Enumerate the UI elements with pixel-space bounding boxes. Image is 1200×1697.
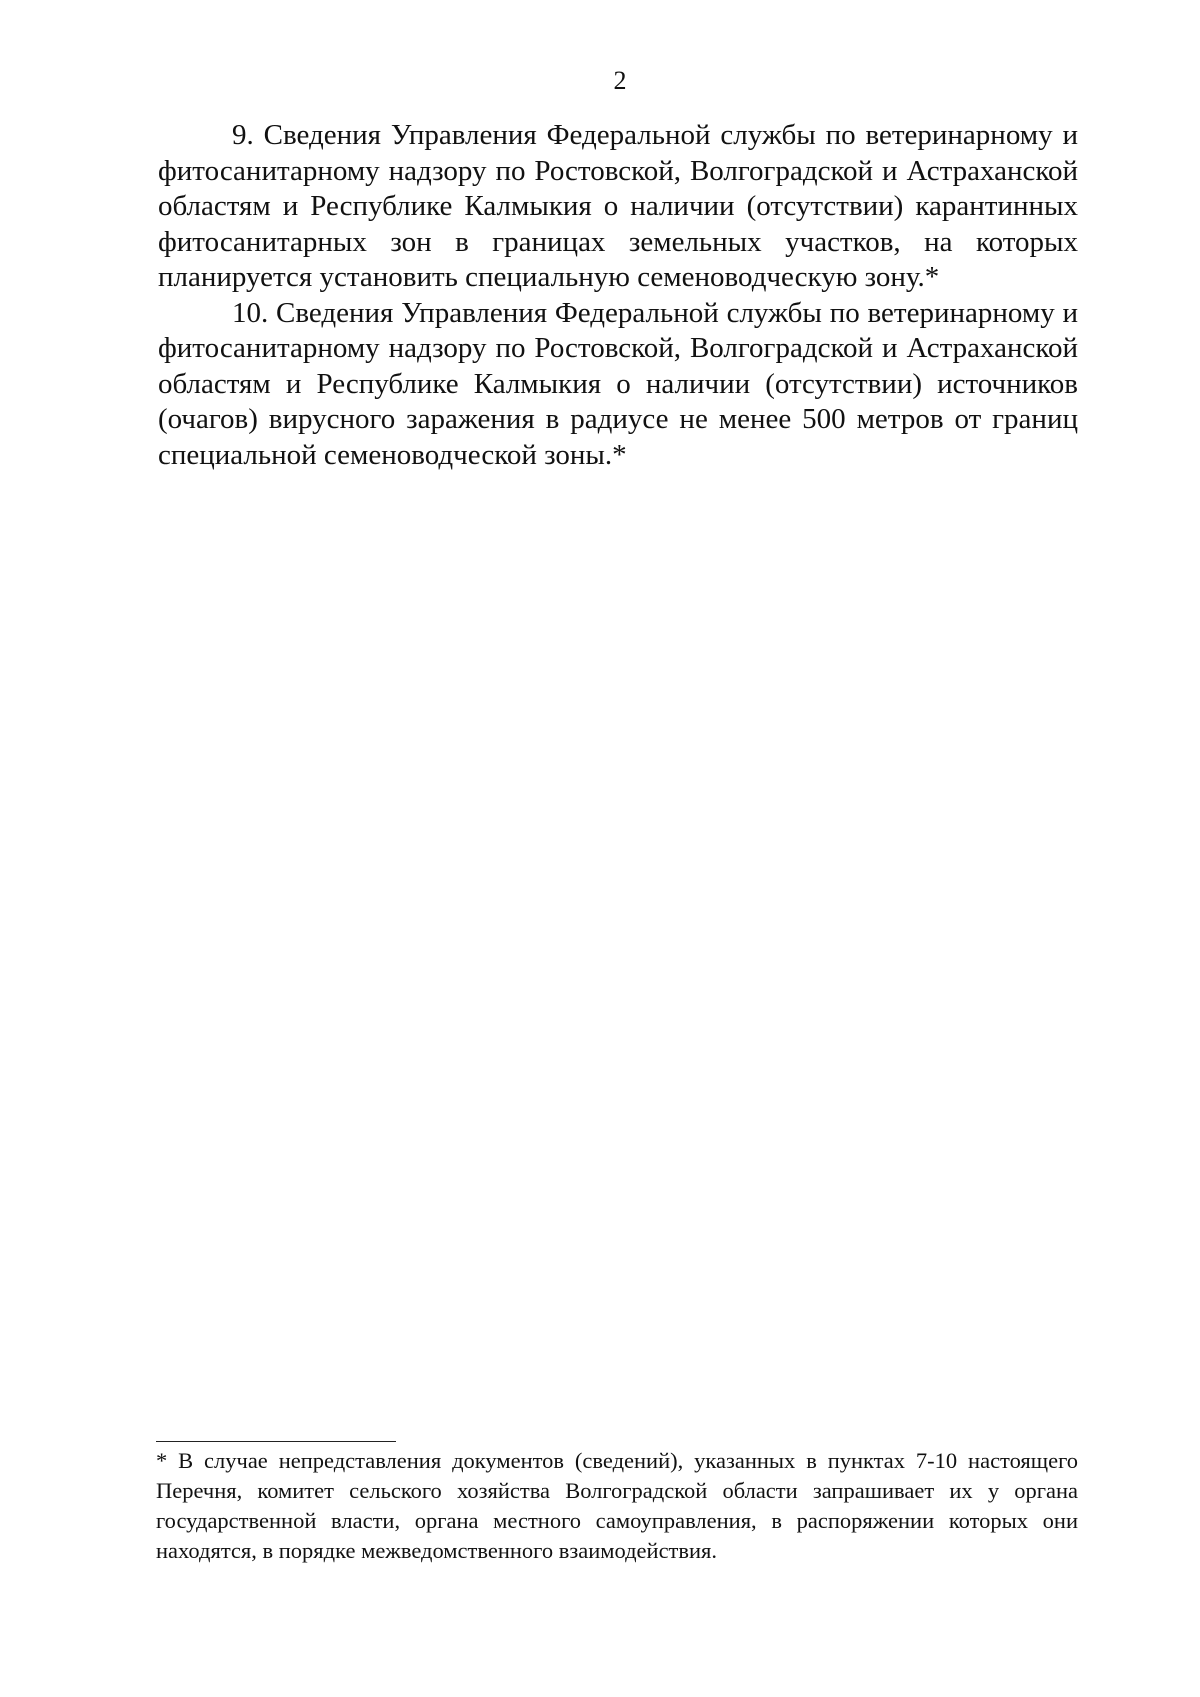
page-number: 2 [613,66,627,95]
footnote-divider [156,1441,396,1442]
paragraph-item-9: 9. Сведения Управления Федеральной службы по ветеринарному и фитосанитарному надзору по Ростовской, Волгоградской и Астраханской областям и Республике Калмыкия о наличии (отсутствии) карантинных фитосанитарных зон в границах земельных участков, на которых планируется установить специальную семеноводческую зону.* [158,119,1078,293]
document-body [158,118,1078,473]
paragraph-item-10: 10. Сведения Управления Федеральной службы по ветеринарному и фитосанитарному надзору по Ростовской, Волгоградской и Астраханской областям и Республике Калмыкия о наличии (отсутствии) источников (очагов) вирусного заражения в радиусе не менее 500 метров от границ специальной семеноводческой зоны.* [158,296,1078,471]
footnote: * В случае непредставления документов (сведений), указанных в пунктах 7-10 настоящего Перечня, комитет сельского хозяйства Волгоградской области запрашивает их у органа государственной власти, органа местного самоуправления, в распоряжении которых они находятся, в порядке межведомственного взаимодействия. [156,1448,1078,1563]
